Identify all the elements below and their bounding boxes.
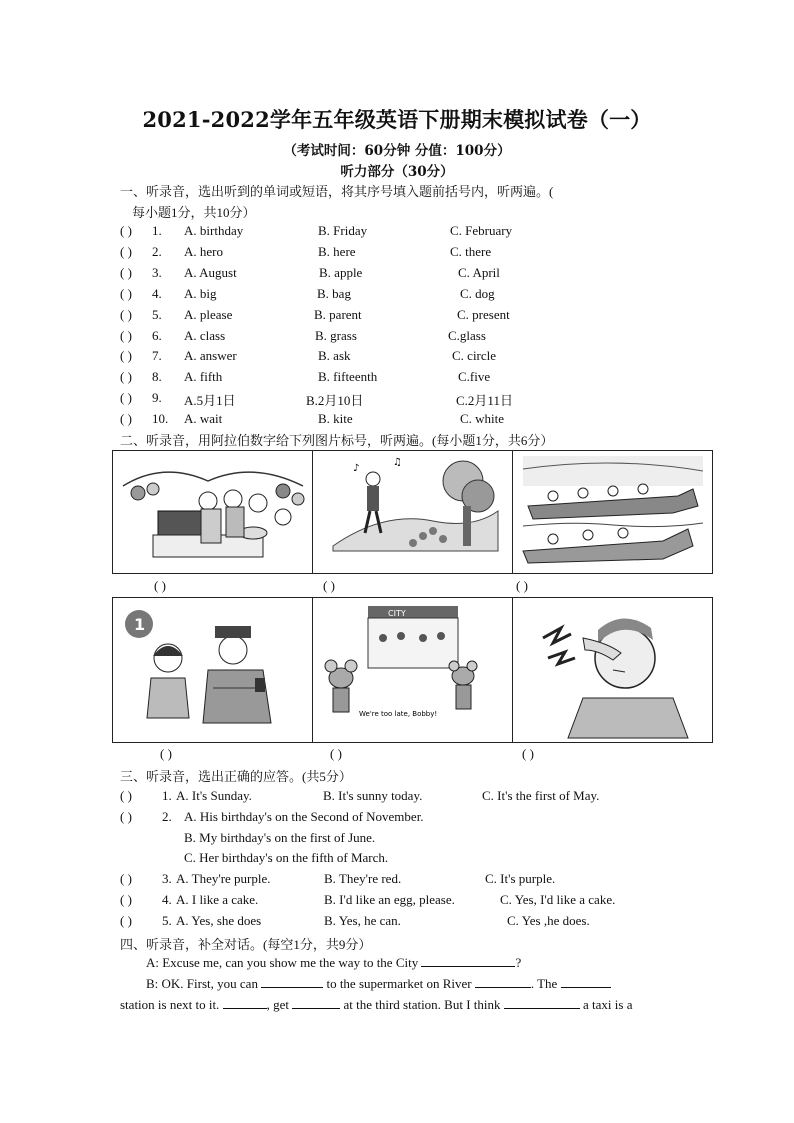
answer-paren[interactable]: ( ) <box>120 327 132 343</box>
p3-q3-num: 3. <box>162 871 172 886</box>
picture-asking-police <box>113 598 313 742</box>
question-number: 4. <box>152 285 162 301</box>
picture-row-1 <box>112 450 713 574</box>
question-number: 9. <box>152 390 162 406</box>
option-b: B. bag <box>317 285 351 301</box>
option-c: C. there <box>450 243 492 259</box>
p3-q3-paren[interactable]: ( ) <box>120 871 132 886</box>
p3-q4-paren[interactable]: ( ) <box>120 892 132 907</box>
question-number: 6. <box>152 327 162 343</box>
p3-q5-paren[interactable]: ( ) <box>120 913 132 928</box>
p3-q5-option-b: B. Yes, he can. <box>324 913 401 928</box>
picture-headache-boy <box>513 598 713 742</box>
p3-q3-option-b: B. They're red. <box>324 871 402 886</box>
p3-q3-option-c: C. It's purple. <box>485 871 556 886</box>
blank-4[interactable] <box>561 975 611 988</box>
dialog-line-3 <box>120 996 633 1013</box>
answer-paren[interactable]: ( ) <box>120 348 132 364</box>
question-number: 3. <box>152 264 162 280</box>
p3-q3-option-a: A. They're purple. <box>176 871 271 886</box>
part1-heading: 一、听录音，选出听到的单词或短语，将其序号填入题前括号内，听两遍。( <box>120 184 554 199</box>
p3-q4-option-c: C. Yes, I'd like a cake. <box>500 892 616 907</box>
question-number: 1. <box>152 223 162 238</box>
option-b: B. parent <box>314 306 362 322</box>
p3-q4-option-b: B. I'd like an egg, please. <box>324 892 455 907</box>
option-a: A. birthday <box>184 223 244 238</box>
option-b: B. here <box>318 243 356 259</box>
dialog-line-3-text-c: at the third station. But I think <box>343 997 501 1012</box>
answer-paren[interactable]: ( ) <box>120 223 132 238</box>
p3-q2-option-b: B. My birthday's on the first of June. <box>184 830 376 845</box>
picture-answer-4[interactable]: ( ) <box>160 746 172 761</box>
option-b: B. ask <box>318 348 351 364</box>
answer-paren[interactable]: ( ) <box>120 243 132 259</box>
part1-heading-cont: 每小题1分，共10分） <box>132 205 256 220</box>
answer-paren[interactable]: ( ) <box>120 285 132 301</box>
blank-3[interactable] <box>475 975 531 988</box>
option-c: C. April <box>458 264 500 280</box>
p3-q1-option-c: C. It's the first of May. <box>482 788 600 803</box>
picture-answer-5[interactable]: ( ) <box>330 746 342 761</box>
option-a: A. big <box>184 285 217 301</box>
option-c: C.2月11日 <box>456 393 513 409</box>
blank-7[interactable] <box>504 996 580 1009</box>
blank-1[interactable] <box>421 954 515 967</box>
answer-paren[interactable]: ( ) <box>120 390 132 406</box>
p3-q4-option-a: A. I like a cake. <box>176 892 259 907</box>
dialog-line-2 <box>146 975 611 992</box>
svg-text:♪: ♪ <box>353 463 360 474</box>
answer-paren[interactable]: ( ) <box>120 306 132 322</box>
option-c: C. February <box>450 223 513 238</box>
dialog-line-3-text-a: station is next to it. <box>120 997 220 1012</box>
question-number: 10. <box>152 411 169 427</box>
cinema-sign-text: CITY <box>388 609 406 618</box>
question-number: 8. <box>152 369 162 385</box>
option-b: B. apple <box>319 264 363 280</box>
p3-q2-paren[interactable]: ( ) <box>120 809 132 824</box>
p3-q1-num: 1. <box>162 788 172 803</box>
option-c: C.glass <box>448 327 486 343</box>
picture-answer-6[interactable]: ( ) <box>522 746 534 761</box>
picture-cinema-mice <box>313 598 513 742</box>
picture-number-label: 1 <box>134 615 146 634</box>
dialog-line-2-text-a: B: OK. First, you can <box>146 976 258 991</box>
option-c: C. circle <box>452 348 497 364</box>
option-a: A.5月1日 <box>184 393 236 409</box>
picture-birthday-party <box>113 451 313 573</box>
p3-q5-num: 5. <box>162 913 172 928</box>
p3-q2-option-c: C. Her birthday's on the fifth of March. <box>184 850 389 865</box>
p3-q2-num: 2. <box>162 809 172 824</box>
option-a: A. please <box>184 306 233 322</box>
p3-q2-option-a: A. His birthday's on the Second of November. <box>184 809 424 824</box>
svg-text:♫: ♫ <box>393 457 402 468</box>
option-b: B.2月10日 <box>306 393 364 409</box>
page-title: 2021-2022学年五年级英语下册期末模拟试卷（一） <box>142 107 652 132</box>
picture-row-2 <box>112 597 713 743</box>
option-c: C. present <box>457 306 510 322</box>
picture-answer-1[interactable]: ( ) <box>154 578 166 593</box>
dialog-line-2-text-c: . The <box>530 976 558 991</box>
listening-section-heading: 听力部分（30分） <box>340 164 454 180</box>
picture-dragon-boat <box>513 451 713 573</box>
question-number: 2. <box>152 243 162 259</box>
option-a: A. fifth <box>184 369 223 385</box>
blank-2[interactable] <box>261 975 323 988</box>
dialog-line-1-end: ? <box>515 955 522 970</box>
dialog-line-1 <box>146 954 521 971</box>
picture-answer-2[interactable]: ( ) <box>323 578 335 593</box>
option-a: A. class <box>184 327 226 343</box>
blank-6[interactable] <box>292 996 340 1009</box>
option-c: C. white <box>460 411 505 427</box>
option-b: B. kite <box>318 411 353 427</box>
p3-q1-paren[interactable]: ( ) <box>120 788 132 803</box>
p3-q1-option-b: B. It's sunny today. <box>323 788 423 803</box>
answer-paren[interactable]: ( ) <box>120 264 132 280</box>
dialog-line-1-text: A: Excuse me, can you show me the way to the City <box>146 955 419 970</box>
option-a: A. wait <box>184 411 223 427</box>
part2-heading: 二、听录音，用阿拉伯数字给下列图片标号，听两遍。(每小题1分，共6分） <box>120 433 554 448</box>
part4-heading: 四、听录音，补全对话。(每空1分，共9分） <box>120 937 372 952</box>
dialog-line-2-text-b: to the supermarket on River <box>326 976 472 991</box>
exam-info: （考试时间：60分钟 分值：100分） <box>283 143 511 159</box>
answer-paren[interactable]: ( ) <box>120 411 132 427</box>
answer-paren[interactable]: ( ) <box>120 369 132 385</box>
picture-caption: We're too late, Bobby! <box>359 710 438 718</box>
dialog-line-3-text-b: , get <box>266 997 289 1012</box>
picture-kid-in-park <box>313 451 513 573</box>
part3-heading: 三、听录音，选出正确的应答。(共5分） <box>120 769 352 784</box>
p3-q5-option-c: C. Yes ,he does. <box>507 913 590 928</box>
question-number: 7. <box>152 348 162 364</box>
option-b: B. Friday <box>318 223 368 238</box>
blank-5[interactable] <box>223 996 267 1009</box>
option-a: A. August <box>184 264 237 280</box>
p3-q1-option-a: A. It's Sunday. <box>176 788 252 803</box>
picture-answer-3[interactable]: ( ) <box>516 578 528 593</box>
option-c: C. dog <box>460 285 495 301</box>
p3-q5-option-a: A. Yes, she does <box>176 913 262 928</box>
option-b: B. grass <box>315 327 357 343</box>
option-a: A. hero <box>184 243 223 259</box>
option-c: C.five <box>458 369 491 385</box>
question-number: 5. <box>152 306 162 322</box>
option-a: A. answer <box>184 348 237 364</box>
option-b: B. fifteenth <box>318 369 378 385</box>
dialog-line-3-text-d: a taxi is a <box>583 997 633 1012</box>
p3-q4-num: 4. <box>162 892 172 907</box>
